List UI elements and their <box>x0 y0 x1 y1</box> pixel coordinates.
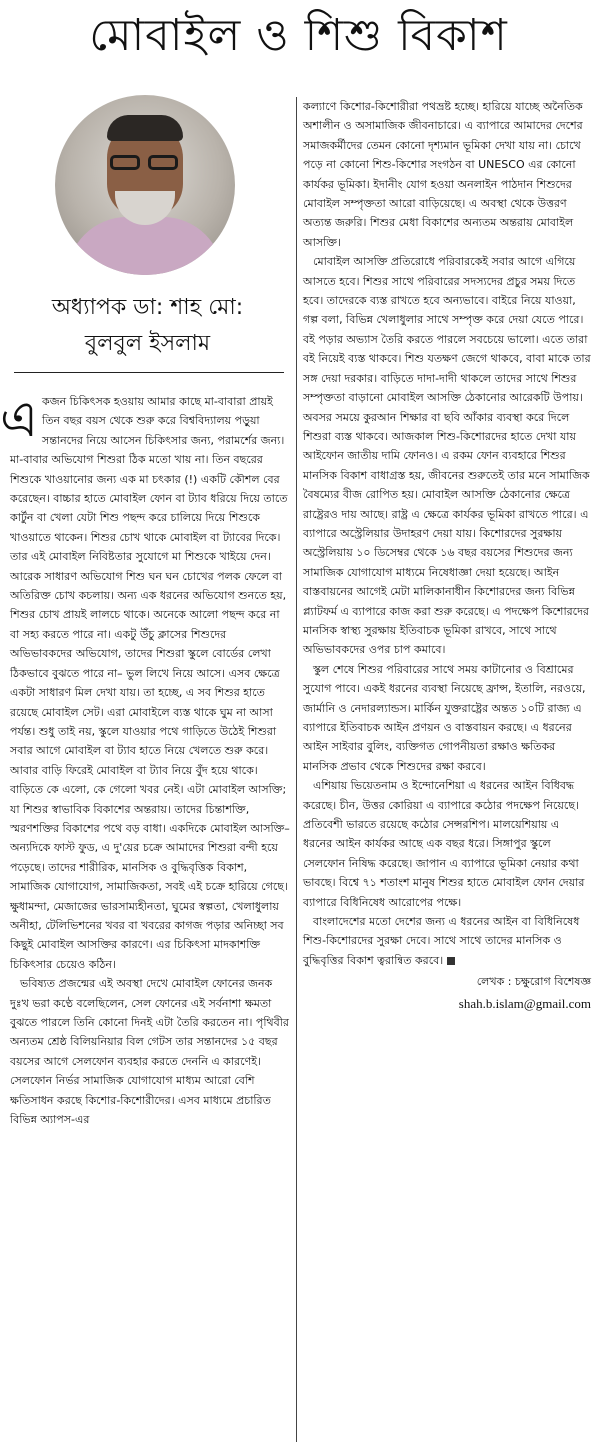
article-paragraph <box>303 912 591 970</box>
paragraph-text: বাংলাদেশের মতো দেশের জন্য এ ধরনের আইন বা বিধিনিষেধ শিশু-কিশোরদের সুরক্ষা দেবে। সাথে সাথে তাদের মানসিক ও বুদ্ধিবৃত্তির বিকাশ ত্বরান্বিত করবে। <box>303 915 580 967</box>
article-paragraph: এশিয়ায় ভিয়েতনাম ও ইন্দোনেশিয়া এ ধরনের আইন বিধিবদ্ধ করেছে। চীন, উত্তর কোরিয়া এ ব্যাপারে কঠোর পদক্ষেপ নিয়েছে। প্রতিবেশী ভারতে রয়েছে কঠোর সেন্সরশিপ। মালয়েশিয়ায় এ ধরনের আইন কার্যকর আছে এক বছর ধরে। সিঙ্গাপুর স্কুলে সেলফোন নিষিদ্ধ করেছে। জাপান এ ব্যাপারে ভূমিকা নেয়ার কথা ভাবছে। বিশ্বে ৭১ শতাংশ মানুষ শিশুর হাতে মোবাইল ফোন দেয়ার ব্যাপারে বিধিনিষেধ আরোপের পক্ষে। <box>303 779 585 909</box>
article-paragraph: স্কুল শেষে শিশুর পরিবারের সাথে সময় কাটানোর ও বিশ্রামের সুযোগ পাবে। একই ধরনের ব্যবস্থা নিয়েছে ফ্রান্স, ইতালি, নরওয়ে, জার্মানি ও নেদারল্যান্ডস। মার্কিন যুক্তরাষ্ট্রের অন্তত ১০টি রাজ্য এ ব্যাপারে ইতিবাচক আইন প্রণয়ন ও বাস্তবায়ন করছে। এ ধরনের আইন সাইবার বুলিং, ব্যক্তিগত গোপনীয়তা রক্ষাও ক্ষতিকর মানসিক প্রভাব থেকে শিশুদের রক্ষা করবে। <box>303 662 586 773</box>
author-credit: লেখক : চক্ষুরোগ বিশেষজ্ঞ <box>476 975 591 989</box>
author-name-line1: অধ্যাপক ডা: শাহ মো: <box>51 295 244 320</box>
article-paragraph: মোবাইল আসক্তি প্রতিরোধে পরিবারকেই সবার আগে এগিয়ে আসতে হবে। শিশুর সাথে পরিবারের সদস্যদের প্রচুর সময় দিতে হবে। তাদেরকে ব্যস্ত রাখতে হবে অন্যভাবে। বাইরে নিয়ে যাওয়া, গল্প বলা, বিভিন্ন খেলাধুলার সাথে সম্পৃক্ত করে দেয়া যেতে পারে। বই পড়ার অভ্যাস তৈরি করতে পারলে সবচেয়ে ভালো। এতে তারা বই নিয়েই ব্যস্ত থাকবে। শিশু যতক্ষণ জেগে থাকবে, বাবা মাকে তার সঙ্গ দেয়া দরকার। বাড়িতে দাদা-দাদী থাকলে তাদের সাথে শিশুর সম্পৃক্ততা বাড়ানো মোবাইল আসক্তি ঠেকানোর আরেকটি উপায়। অবসর সময়ে কুরআন শিক্ষার বা ছবি আঁকার ব্যবস্থা করে দিলে শিশুরা ব্যস্ত থাকবে। আজকাল শিশু-কিশোরদের হাতে দেখা যায় আইফোন জাতীয় দামি ফোনও। এ রকম ফোন ব্যবহারে শিশুর মানসিক বিকাশ বাধাগ্রস্ত হয়, জীবনের শুরুতেই তার মনে সামাজিক বৈষম্যের বীজ রোপিত হয়। মোবাইল আসক্তি ঠেকানোর ক্ষেত্রে রাষ্ট্রেরও দায় আছে। রাষ্ট্র এ ক্ষেত্রে কার্যকর ভূমিকা রাখতে পারে। এ ব্যাপারে অস্ট্রেলিয়ার উদাহরণ দেয়া যায়। কিশোরদের সুরক্ষায় অস্ট্রেলিয়ায় ১০ ডিসেম্বর থেকে ১৬ বছর বয়সের শিশুদের জন্য সামাজিক যোগাযোগ মাধ্যমে নিষেধাজ্ঞা দেয়া হয়েছে। আইন বাস্তবায়নের আগেই মেটা মালিকানাধীন কিশোরদের জন্য বিভিন্ন প্ল্যাটফর্ম এ ব্যাপারে কাজ করা শুরু করেছে। এ পদক্ষেপ কিশোরদের মানসিক স্বাস্থ্য সুরক্ষায় ইতিবাচক ভূমিকা রাখবে, সাথে সাথে অভিভাবকদের ওপর চাপ কমাবে। <box>303 255 591 657</box>
author-email: shah.b.islam@gmail.com <box>458 995 591 1011</box>
end-mark-icon <box>447 957 455 965</box>
article-paragraph: ভবিষ্যত প্রজন্মের এই অবস্থা দেখে মোবাইল ফোনের জনক দুঃখ ভরা কণ্ঠে বলেছিলেন, সেল ফোনের এই সর্বনাশা ক্ষমতা বুঝতে পারলে তিনি কোনো দিনই এটা তৈরি করতেন না। পৃথিবীর অন্যতম শ্রেষ্ঠ বিলিয়নিয়ার বিল গেটস তার সন্তানদের ১৫ বছর বয়সের আগে সেলফোন ব্যবহার করতে দেননি এ কারণেই। সেলফোন নির্ভর সামাজিক যোগাযোগ মাধ্যম আরো বেশি ক্ষতিসাধন করছে কিশোর-কিশোরীদের। এসব মাধ্যমে প্রচারিত বিভিন্ন অ্যাপস-এর <box>10 977 289 1127</box>
author-name-line2: বুলবুল ইসলাম <box>84 331 211 356</box>
byline-divider <box>14 372 284 373</box>
article-paragraph: কল্যাণে কিশোর-কিশোরীরা পথভ্রষ্ট হচ্ছে। হারিয়ে যাচ্ছে অনৈতিক অশালীন ও অসামাজিক জীবনাচারে। এ ব্যাপারে আমাদের দেশের সমাজকর্মীদের তেমন কোনো দৃশ্যমান ভূমিকা দেখা যায় না। চোখে পড়ে না কোনো শিশু-কিশোর সংগঠন বা UNESCO এর কোনো কার্যকর ভূমিকা। ইদানীং যোগ হওয়া অনলাইন পাঠদান শিশুদের মোবাইল সম্পৃক্ততা আরো বাড়িয়েছে। এ অবস্থা থেকে উত্তরণ অত্যন্ত জরুরি। শিশুর মেধা বিকাশের অন্যতম অন্তরায় মোবাইল আসক্তি। <box>303 100 583 249</box>
headline: মোবাইল ও শিশু বিকাশ <box>89 10 508 61</box>
left-column <box>0 390 290 1129</box>
photo-hair <box>107 115 183 141</box>
glasses-icon <box>110 155 180 171</box>
paragraph-text: কজন চিকিৎসক হওয়ায় আমার কাছে মা-বাবারা প্রায়ই তিন বছর বয়স থেকে শুরু করে বিশ্ববিদ্যালয় পড়ুয়া সন্তানদের নিয়ে আসেন চিকিৎসার জন্য, পরামর্শের জন্য। মা-বাবার অভিযোগ শিশুরা ঠিক মতো খায় না। তিন বছরের শিশুকে খাওয়ানোর জন্য এক মা চৎকার (!) একটি কৌশল বের করেছেন। বাচ্চার হাতে মোবাইল ফোন বা ট্যাব ধরিয়ে দিয়ে তাতে কার্টুন বা খেলা যেটা শিশু পছন্দ করে চালিয়ে দিয়ে শিশুকে খাওয়াতে থাকেন। শিশুর চোখ থাকে মোবাইল বা ট্যাবের দিকে। তার এই মোবাইল নিবিষ্টতার সুযোগে মা শিশুকে খাইয়ে দেন। আরেক সাধারণ অভিযোগ শিশু ঘন ঘন চোখের পলক ফেলে বা অতিরিক্ত চোখ কচলায়। অন্য এক ধরনের অভিযোগ শুনতে হয়, শিশুর চোখ প্রায়ই লালচে থাকে। অনেকে আলো পছন্দ করে না বা সহ্য করতে পারে না। একটু উঁচু ক্লাসের শিশুদের অভিভাবকদের অভিযোগ, তাদের শিশুরা স্কুলে বোর্ডের লেখা ঠিকভাবে বুঝতে পারে না– ভুল লিখে নিয়ে আসে। এসব ক্ষেত্রে একটা সাধারণ মিল দেখা যায়। তা হচ্ছে, এ সব শিশুর হাতে রয়েছে মোবাইল সেট। এরা মোবাইলে ব্যস্ত থাকে ঘুম না আসা পর্যন্ত। শুধু তাই নয়, স্কুলে যাওয়ার পথে গাড়িতে উঠেই শিশুরা সবার আগে মোবাইল বা ট্যাব হাতে নিয়ে খেলতে শুরু করে। আবার বাড়ি ফিরেই মোবাইল বা ট্যাব নিয়ে বুঁদ হয়ে থাকে। বাড়িতে কে এলো, কে গেলো খবর নেই। এটা মোবাইল আসক্তি; যা শিশুর স্বাভাবিক বিকাশের অন্তরায়। তাদের চিন্তাশক্তি, স্মরণশক্তির বিকাশের পথে বড় বাধা। একদিকে মোবাইল আসক্তি– অন্যদিকে ফাস্ট ফুড, এ দু'য়ের চক্রে আমাদের শিশুরা বন্দী হয়ে পড়েছে। তাদের শারীরিক, মানসিক ও বুদ্ধিবৃত্তিক বিকাশ, সামাজিক যোগাযোগ, সামাজিকতা, সবই এই চক্রে হারিয়ে গেছে। ক্ষুধামন্দা, মেজাজের ভারসাম্যহীনতা, ঘুমের স্বল্পতা, খেলাধুলায় অনীহা, টেলিভিশনের খবর বা খবরের কাগজ পড়ার অনিচ্ছা সব কিছুই মোবাইল আসক্তির কারণে। এর চিকিৎসা মাদকাশক্তি চিকিৎসার চেয়েও কঠিন। <box>10 395 290 971</box>
author-photo <box>55 95 235 275</box>
right-column <box>303 97 591 1013</box>
article-paragraph <box>0 390 290 974</box>
photo-shirt <box>67 217 223 275</box>
column-divider <box>296 97 297 1442</box>
author-byline <box>10 290 285 362</box>
drop-cap: এ <box>0 390 39 448</box>
